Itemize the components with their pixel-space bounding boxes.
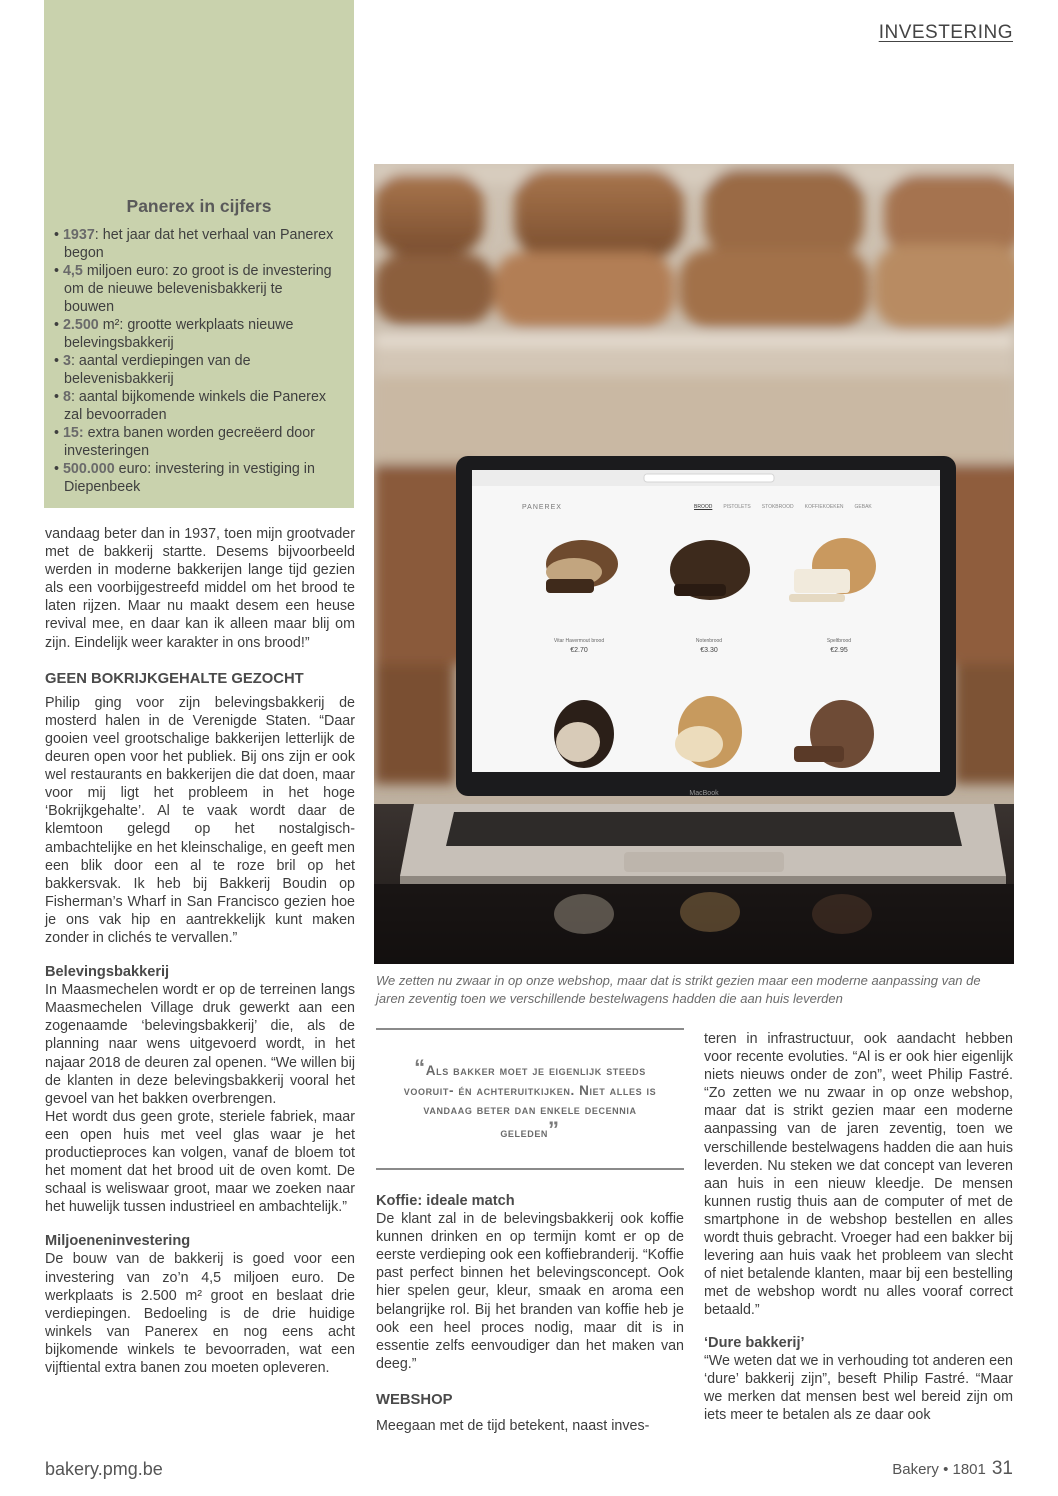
product-price: €2.70	[570, 647, 588, 654]
pull-quote	[376, 1028, 684, 1170]
fact-text: : aantal verdiepingen van de belevenisbakkerij	[64, 353, 251, 387]
section-heading: WEBSHOP	[376, 1391, 453, 1408]
section-heading: GEEN BOKRIJKGEHALTE GEZOCHT	[45, 670, 304, 687]
site-brand: PANEREX	[522, 504, 562, 511]
fact-number: 15:	[62, 425, 84, 441]
quote-text-wrap: “Als bakker moet je eigenlijk steeds vooruit- én achteruitkijken. Niet alles is vandaag beter dan enkele decennia geleden”	[403, 1055, 657, 1142]
fact-item: • 2.500 m²: grootte werkplaats nieuwe belevingsbakkerij	[54, 317, 294, 351]
fact-text: miljoen euro: zo groot is de investering om de nieuwe belevenisbakkerij te bouwen	[64, 263, 332, 315]
fact-number: 3	[62, 353, 71, 369]
nav-item: PISTOLETS	[723, 504, 751, 510]
fact-item: • 8: aantal bijkomende winkels die Panerex zal bevoorraden	[54, 389, 327, 423]
middle-column	[376, 1192, 684, 1435]
laptop-label: MacBook	[689, 790, 719, 797]
footer-issue	[892, 1458, 1013, 1480]
product-card	[534, 638, 624, 654]
product-card	[794, 638, 884, 654]
product-card	[664, 638, 754, 654]
fact-number: 1937	[62, 227, 95, 243]
fact-item: • 4,5 miljoen euro: zo groot is de investering om de nieuwe belevenisbakkerij te bouwen	[54, 263, 332, 315]
body-paragraph: De klant zal in de belevingsbakkerij ook koffie kunnen drinken en op termijn komt er op de eerste verdieping ook een koffiebranderij. “Koffie past perfect binnen het belevingsconcept. Ook hier spelen geur, kleur, smaak en aroma een belangrijke rol. Bij het branden van koffie heb je ook een heel proces nodig, maar dit is in essentie zelfs eenvoudiger dan het maken van deeg.”	[376, 1211, 684, 1372]
nav-item: STOKBROOD	[761, 504, 794, 510]
nav-item: BROOD	[694, 504, 713, 510]
nav-item: GEBAK	[854, 504, 872, 510]
product-price: €2.95	[830, 647, 848, 654]
nav-item: KOFFIEKOEKEN	[804, 504, 844, 510]
subheading: Belevingsbakkerij	[45, 964, 170, 981]
facts-sidebar	[44, 0, 354, 508]
fact-item: • 1937: het jaar dat het verhaal van Panerex begon	[54, 227, 334, 261]
body-paragraph: Meegaan met de tijd betekent, naast inves-	[376, 1418, 650, 1435]
facts-list	[52, 226, 336, 496]
page-number: 31	[991, 1458, 1013, 1479]
body-paragraph: De bouw van de bakkerij is goed voor een investering van zo’n 4,5 miljoen euro. De werkplaats is 2.500 m² groot en beslaat drie verdiepingen. Bedoeling is de drie huidige winkels van Panerex en nog eens acht bijkomende winkels te bevoorraden, wat een vijftiental extra banen zou moeten opleveren.	[45, 1251, 355, 1377]
photo-caption: We zetten nu zwaar in op onze webshop, maar dat is strikt gezien maar een moderne aanpassing van de jaren zeventig toen we verschillende bestelwagens hadden die aan huis leverden	[376, 973, 981, 1006]
subheading: Koffie: ideale match	[376, 1193, 515, 1209]
section-tag: INVESTERING	[878, 22, 1013, 43]
fact-number: 8	[62, 389, 71, 405]
product-name: Vitar Havermout brood	[553, 638, 605, 644]
fact-number: 500.000	[62, 461, 115, 477]
fact-item: • 500.000 euro: investering in vestiging in Diepenbeek	[54, 461, 315, 495]
fact-text: euro: investering in vestiging in Diepenbeek	[64, 461, 315, 495]
body-paragraph: “We weten dat we in verhouding tot anderen een ‘dure’ bakkerij zijn”, beseft Philip Fastré. “Maar we merken dat mensen best wel bereid zijn om iets meer te betalen als ze daar ook	[704, 1352, 1013, 1423]
left-column	[45, 525, 355, 1377]
quote-text: Als bakker moet je eigenlijk steeds vooruit- én achteruitkijken. Niet alles is vandaag beter dan enkele decennia geleden	[403, 1063, 657, 1140]
body-paragraph: teren in infrastructuur, ook aandacht hebben voor recente evoluties. “Al is er ook hier eigenlijk niets nieuws onder de zon”, weet Philip Fastré. “Zo zetten we nu zwaar in op onze webshop, maar dat is strikt gezien maar een moderne aanpassing van de jaren zeventig, toen we verschillende bestelwagens hadden die aan huis leverden. Nu steken we dat concept van leveren aan huis in een nieuw kleedje. De mensen kunnen rustig thuis aan de computer of met de smartphone in de webshop bestellen en alles wordt thuis gebracht. Vroeger had een bakker bij levering aan huis vaak het probleem van slecht of niet betalende klanten, maar bij een bestelling met de webshop wordt nu alles vooraf correct betaald.”	[704, 1031, 1013, 1319]
product-price: €3.30	[700, 647, 718, 654]
body-paragraph: Het wordt dus geen grote, steriele fabriek, maar een open huis met veel glas waar je het productieproces kan volgen, vanaf de bloem tot het moment dat het brood uit de oven komt. De schaal is weliswaar groot, maar we zoeken naar het huwelijk tussen industrieel en ambachtelijk.”	[45, 1108, 355, 1216]
product-name: Notenbrood	[695, 638, 723, 644]
body-paragraph: Philip ging voor zijn belevingsbakkerij de mosterd halen in de Verenigde Staten. “Daar gooien veel grootschalige bakkerijen letterlijk de deuren open voor het publiek. Bij ons zijn er ook wel restaurants en bakkerijen die dat doen, maar voor mij ligt het probleem in het hoge ‘Bokrijkgehalte’. Al te vaak wordt daar de klemtoon gelegd op het nostalgisch-ambachtelijke en het kleinschalige, en geeft men een blik door een al te roze bril op het bakkersvak. Ik heb bij Bakkerij Boudin op Fisherman’s Wharf in San Francisco gezien hoe je ons vak hip en aantrekkelijk kunt maken zonder in clichés te vervallen.”	[45, 694, 355, 946]
photo-illustration	[374, 164, 1014, 964]
fact-text: extra banen worden gecreëerd door investeringen	[64, 425, 315, 459]
footer-website[interactable]: bakery.pmg.be	[45, 1459, 163, 1479]
fact-text: : aantal bijkomende winkels die Panerex zal bevoorraden	[64, 389, 327, 423]
fact-number: 2.500	[62, 317, 99, 333]
product-name: Speltbrood	[826, 638, 852, 644]
right-column	[704, 1030, 1013, 1424]
subheading: Miljoeneninvestering	[45, 1233, 191, 1250]
fact-item: • 3: aantal verdiepingen van de belevenisbakkerij	[54, 353, 251, 387]
fact-item: • 15: extra banen worden gecreëerd door investeringen	[54, 425, 315, 459]
subheading: ‘Dure bakkerij’	[704, 1334, 805, 1351]
body-paragraph: In Maasmechelen wordt er op de terreinen langs Maasmechelen Village druk gewerkt aan een zogenaamde ‘belevingsbakkerij’ die, als de planning naar wens uitgevoerd wordt, in het najaar 2018 de deuren zal openen. “We willen bij de klanten in deze belevingsbakkerij vooral het gevoel van het bakken overbrengen.	[45, 982, 355, 1107]
site-nav	[694, 504, 872, 510]
magazine-issue: Bakery • 1801	[892, 1461, 986, 1478]
fact-text: m²: grootte werkplaats nieuwe belevingsbakkerij	[64, 317, 294, 351]
sidebar-title: Panerex in cijfers	[126, 196, 272, 216]
fact-text: : het jaar dat het verhaal van Panerex begon	[64, 227, 334, 261]
body-paragraph: vandaag beter dan in 1937, toen mijn grootvader met de bakkerij startte. Desems bijvoorbeeld werden in moderne bakkerijen lange tijd gezien als een voorbijgestreefd middel om het brood te laten rijzen. Maar nu maakt desem een heuse revival mee, en daar kan ik alleen maar blij om zijn. Eindelijk weer karakter in ons brood!”	[45, 526, 355, 651]
laptop-webshop-photo	[374, 164, 1014, 964]
fact-number: 4,5	[62, 263, 83, 279]
